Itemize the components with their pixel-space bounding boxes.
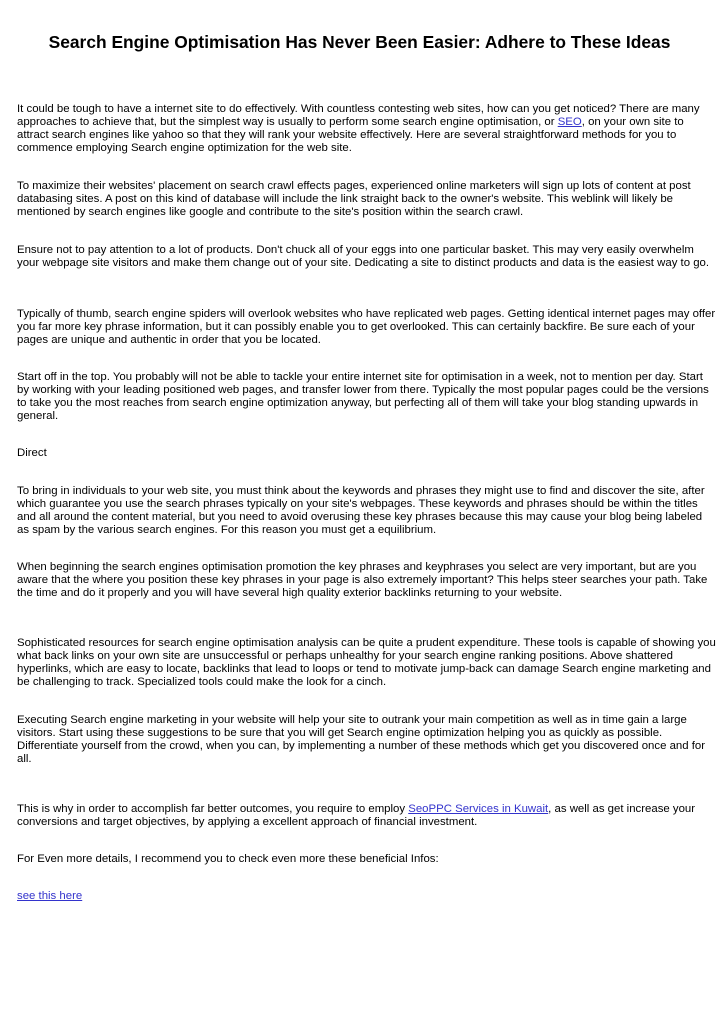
paragraph-more-details: For Even more details, I recommend you to check even more these beneficial Infos: — [17, 853, 439, 865]
paragraph-analysis-tools: Sophisticated resources for search engine optimisation analysis can be quite a prudent expenditure. These tools is capable of showing you what back links on your own site are unsuccessful or perhaps unhealthy for your search engine ranking positions. Above shattered hyperlinks, which are easy to locate, backlinks that lead to loops or tend to motivate jump-back can damage Search engine marketing and be challenging to track. Specialized tools could make the look for a cinch. — [17, 637, 716, 688]
paragraph-article-databases: To maximize their websites' placement on search crawl effects pages, experienced online marketers will sign up lots of content at post databasing sites. A post on this kind of database will include the link straight back to the owner's website. This weblink will likely be mentioned by search engines like google and contribute to the site's position within the search crawl. — [17, 180, 691, 218]
paragraph-seoppc — [17, 803, 717, 829]
paragraph-duplicate-pages: Typically of thumb, search engine spiders will overlook websites who have replicated web pages. Getting identical internet pages may offer you far more key phrase information, but it can possibly enable you to get overlooked. This can certainly backfire. Be sure each of your pages are unique and authentic in order that you be located. — [17, 308, 716, 346]
paragraph-executing-seo: Executing Search engine marketing in your website will help your site to outrank your main competition as well as in time gain a large visitors. Start using these suggestions to be sure that you will get Search engine optimization helping you as quickly as possible. Differentiate yourself from the crowd, when you can, by implementing a number of these methods which get you discovered once and for all. — [17, 714, 706, 765]
seoppc-services-link[interactable]: SeoPPC Services in Kuwait — [408, 803, 549, 815]
paragraph-intro-text-end: , on your own site to attract search engines like yahoo so that they will rank your website effectively. Here are several straightforward methods for you to commence employing Search engine optimization for the web site. — [17, 115, 684, 154]
paragraph-keywords: To bring in individuals to your web site, you must think about the keywords and phrases they might use to find and discover the site, after which guarantee you use the search phrases typically on your site's webpages. These keywords and phrases should be within the titles and all around the content material, but you need to avoid overusing these key phrases because this may cause your blog being labeled as spam by the various search engines. For this reason you must get a equilibrium. — [17, 485, 705, 536]
paragraph-direct: Direct — [17, 447, 47, 459]
paragraph-seoppc-text-start: This is why in order to accomplish far better outcomes, you require to employ — [17, 803, 409, 815]
paragraph-start-at-top: Start off in the top. You probably will not be able to tackle your entire internet site for optimisation in a week, not to mention per day. Start by working with your leading positioned web pages, and transfer lower from there. Typically the most popular pages could be the versions to take you the most reaches from search engine optimization anyway, but perfecting all of them will take your blog standing upwards in general. — [17, 371, 709, 422]
paragraph-intro-text-start: It could be tough to have a internet site to do effectively. With countless contesting web sites, how can you get noticed? There are many approaches to achieve that, but the simplest way is usually to perform some search engine optimisation, or — [17, 103, 700, 128]
paragraph-product-focus: Ensure not to pay attention to a lot of products. Don't chuck all of your eggs into one particular basket. This may very easily overwhelm your webpage site visitors and make them change out of your site. Dedicating a site to distinct products and data is the easiest way to go. — [17, 244, 710, 269]
paragraph-keyphrase-placement: When beginning the search engines optimisation promotion the key phrases and keyphrases you select are very important, but are you aware that the where you position these key phrases in your page is also extremely important? This helps steer searches your path. Take the time and do it properly and you will have several high quality exterior backlinks returning to your website. — [17, 561, 708, 599]
paragraph-intro — [17, 103, 717, 155]
page-title: Search Engine Optimisation Has Never Been Easier: Adhere to These Ideas — [48, 32, 671, 52]
see-this-here-link[interactable]: see this here — [17, 890, 83, 902]
paragraph-see-this-here — [17, 890, 717, 903]
seo-link[interactable]: SEO — [557, 115, 582, 128]
paragraph-seoppc-text-end: , as well as get increase your conversions and target objectives, by applying a excellent approach of financial investment. — [17, 803, 696, 828]
